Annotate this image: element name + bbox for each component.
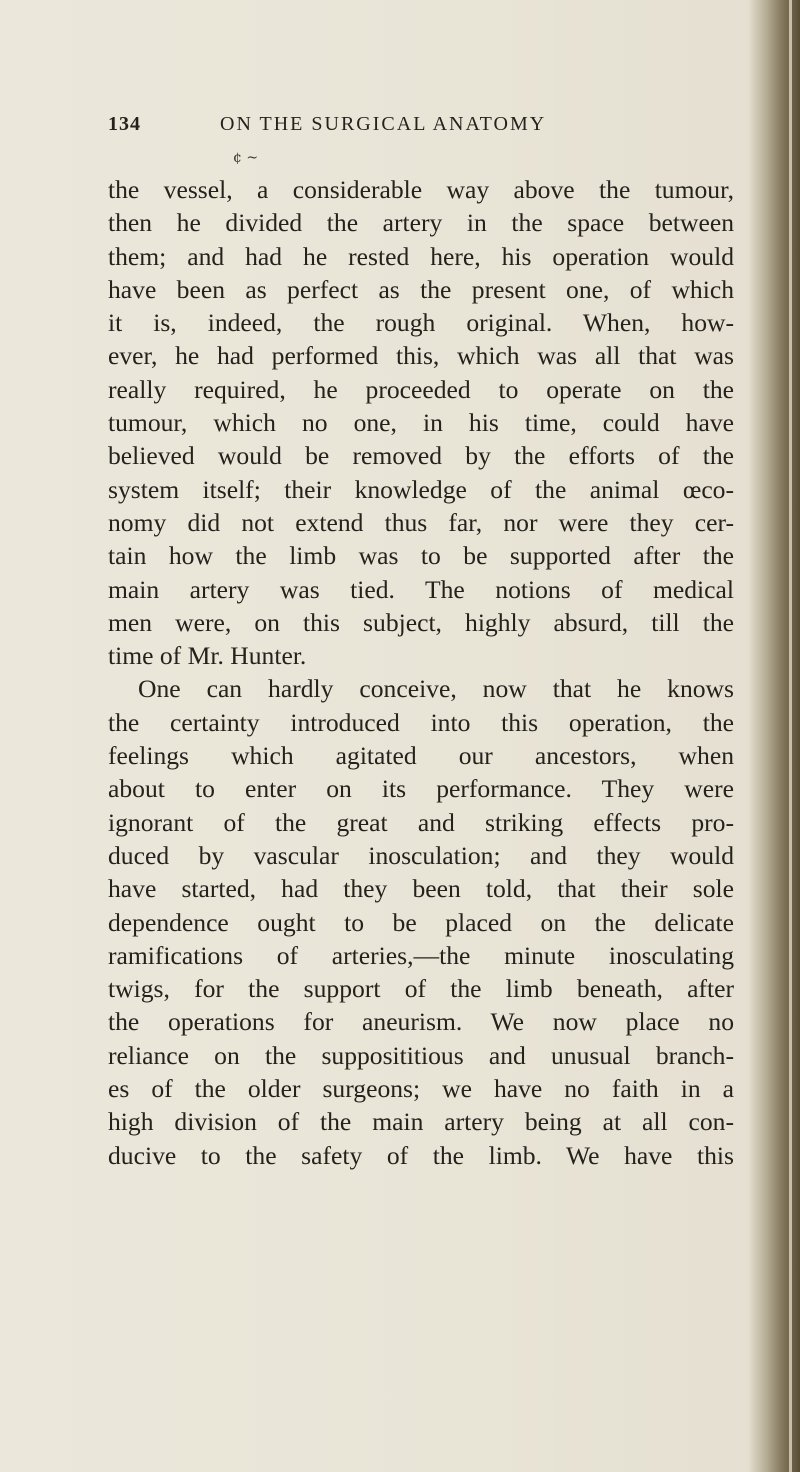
text-line: about to enter on its performance. They were	[108, 774, 734, 804]
text-line: time of Mr. Hunter.	[108, 641, 307, 671]
text-line: ever, he had performed this, which was all that was	[108, 341, 734, 371]
text-line: have started, had they been told, that their sole	[108, 874, 734, 904]
text-line: nomy did not extend thus far, nor were they cer-	[108, 507, 734, 537]
text-line: the operations for aneurism. We now place no	[108, 1007, 734, 1037]
text-line: it is, indeed, the rough original. When, how-	[108, 308, 734, 338]
text-line: system itself; their knowledge of the animal œco-	[108, 474, 734, 504]
text-line: tumour, which no one, in his time, could have	[108, 408, 734, 438]
text-line: them; and had he rested here, his operation would	[108, 241, 734, 271]
running-head	[108, 113, 728, 143]
text-line: duced by vascular inosculation; and they would	[108, 840, 734, 870]
text-line: then he divided the artery in the space between	[108, 208, 734, 238]
text-line: really required, he proceeded to operate on the	[108, 374, 734, 404]
text-line: One can hardly conceive, now that he knows	[138, 674, 734, 704]
text-line: ignorant of the great and striking effects pro-	[108, 807, 734, 837]
text-line: ducive to the safety of the limb. We have this	[108, 1140, 734, 1170]
text-line: twigs, for the support of the limb beneath, after	[108, 974, 734, 1004]
binding-edge	[789, 0, 792, 1472]
text-line: es of the older surgeons; we have no faith in a	[108, 1074, 734, 1104]
text-line: high division of the main artery being at all con-	[108, 1107, 734, 1137]
text-line: have been as perfect as the present one, of which	[108, 274, 734, 304]
text-line: believed would be removed by the efforts of the	[108, 441, 734, 471]
text-line: the certainty introduced into this operation, the	[108, 707, 734, 737]
text-line: feelings which agitated our ancestors, when	[108, 741, 734, 771]
text-line: main artery was tied. The notions of medical	[108, 574, 734, 604]
text-line: reliance on the supposititious and unusual branch-	[108, 1040, 734, 1070]
binding-shadow	[748, 0, 800, 1472]
text-line: the vessel, a considerable way above the tumour,	[108, 175, 734, 204]
text-line: men were, on this subject, highly absurd, till the	[108, 607, 734, 637]
page-number: 134	[108, 113, 141, 135]
text-line: ramifications of arteries,—the minute inosculating	[108, 940, 734, 970]
running-title: ON THE SURGICAL ANATOMY	[220, 113, 547, 135]
text-line: tain how the limb was to be supported after the	[108, 541, 734, 571]
body-text	[108, 173, 734, 1172]
text-line: dependence ought to be placed on the delicate	[108, 907, 734, 937]
printer-mark: ¢ ~	[233, 150, 259, 166]
